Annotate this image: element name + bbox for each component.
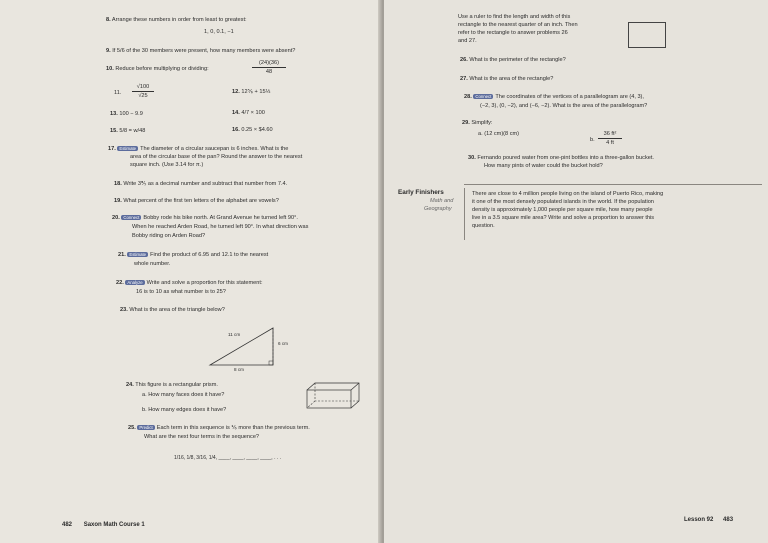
problem-10-text: Reduce before multiplying or dividing: [115, 66, 209, 72]
problem-number: 19. [114, 198, 122, 204]
right-triangle-figure [200, 325, 300, 375]
problem-number: 24. [126, 382, 134, 388]
problem-8-text: Arrange these numbers in order from least to greatest: [111, 17, 247, 23]
right-angle-marker [269, 361, 273, 365]
problem-number: 16. [232, 127, 240, 133]
problem-19-text: What percent of the first ten letters of the alphabet are vowels? [123, 198, 279, 204]
problem-16-expr: 0.25 × $4.60 [241, 127, 273, 133]
problem-30-line: How many pints of water could the bucket hold? [484, 163, 603, 169]
intro-line: and 27. [458, 38, 477, 44]
problem-29-part-b: b. [590, 137, 595, 143]
problem-29-part-a: a. (12 cm)(8 cm) [478, 131, 520, 137]
problem-17-line: area of the circular base of the pan? Round the answer to the nearest [130, 154, 303, 160]
problem-number: 23. [120, 307, 128, 313]
problem-15-expr: 5/8 = w/48 [119, 128, 146, 134]
problem-29-b-numerator: 36 ft² [598, 131, 622, 139]
problem-17-line: The diameter of a circular saucepan is 6 inches. What is the [140, 146, 289, 152]
problem-number: 13. [110, 111, 118, 117]
triangle-shape [210, 328, 273, 365]
problem-number: 10. [106, 66, 114, 72]
problem-number: 29. [462, 120, 470, 126]
problem-9-text: of the 30 members were present, how many members were absent? [126, 48, 296, 54]
problem-number: 12. [232, 89, 240, 95]
problem-22-line: 16 is to 10 as what number is to 25? [136, 289, 226, 295]
problem-21-line: whole number. [134, 261, 171, 267]
prism-hidden-edges [315, 383, 359, 401]
problem-28-line: (−2, 3), (0, −2), and (−6, −2). What is the area of the parallelogram? [480, 103, 648, 109]
left-page [0, 0, 382, 543]
problem-28-line: The coordinates of the vertices of a parallelogram are (4, 3), [495, 94, 644, 100]
problem-25-line: Each term in this sequence is ⅙ more than the previous term. [156, 425, 310, 431]
problem-29-b-denominator: 4 ft [606, 140, 614, 146]
page-number: 482 [62, 522, 73, 528]
problem-24-part-b: b. How many edges does it have? [142, 407, 227, 413]
intro-line: refer to the rectangle to answer problems 26 [458, 30, 568, 36]
problem-20-line: Bobby riding on Arden Road? [132, 233, 206, 239]
problem-number: 8. [106, 17, 111, 23]
intro-line: rectangle to the nearest quarter of an inch. Then [458, 22, 578, 28]
problem-10-denominator: 48 [265, 69, 273, 75]
prism-edge [351, 383, 359, 390]
problem-25-sequence: 1/16, 1/8, 3/16, 1/4, ____, ____, ____, ____, . . . [174, 455, 282, 461]
problem-23-text: What is the area of the triangle below? [129, 307, 225, 313]
problem-number: 14. [232, 110, 240, 116]
problem-24-part-a: a. How many faces does it have? [142, 392, 225, 398]
early-finishers-subtitle: Math and [430, 198, 454, 204]
problem-12-expr: 12⅚ + 15⅓ [241, 89, 271, 95]
problem-10-numerator: (24)(36) [252, 60, 286, 68]
problem-number: 28. [464, 94, 472, 100]
problem-27-text: What is the area of the rectangle? [469, 76, 554, 82]
problem-8-values: 1, 0, 0.1, −1 [204, 29, 234, 35]
problem-number: 20. [112, 215, 120, 221]
problem-9-fraction: 5/6 [116, 48, 125, 54]
prism-hidden-edge [307, 401, 315, 408]
problem-20-line: When he reached Arden Road, he turned left 90°. In what direction was [132, 224, 309, 230]
problem-25-line: What are the next four terms in the sequence? [144, 434, 260, 440]
early-finishers-line: density is approximately 1,000 people per square mile, how many people [472, 207, 653, 213]
analyze-tag: Analyze [127, 280, 143, 285]
triangle-base-label: 8 cm [234, 367, 244, 372]
early-finishers-line: question. [472, 223, 495, 229]
connect-tag: Connect [123, 215, 140, 220]
predict-tag: Predict [139, 425, 153, 430]
problem-29-text: Simplify: [471, 120, 493, 126]
problem-number: 27. [460, 76, 468, 82]
problem-number: 15. [110, 128, 118, 134]
problem-number: 17. [108, 146, 116, 152]
right-page [384, 0, 768, 543]
problem-9-pre: If [112, 48, 116, 54]
problem-30-line: Fernando poured water from one-pint bottles into a three-gallon bucket. [477, 155, 654, 161]
prism-front-face [307, 390, 351, 408]
early-finishers-line: There are close to 4 million people living on the island of Puerto Rico, making [472, 191, 664, 197]
lesson-label: Lesson 92 [684, 517, 714, 523]
problem-14-expr: 4/7 × 100 [241, 110, 265, 116]
triangle-hypotenuse-label: 11 cm [228, 332, 241, 337]
problem-21-line: Find the product of 6.95 and 12.1 to the nearest [150, 252, 269, 258]
problem-number: 22. [116, 280, 124, 286]
early-finishers-line: live in a 3.5 square mile area? Write and solve a proportion to answer this [472, 215, 655, 221]
problem-24-text: This figure is a rectangular prism. [135, 382, 218, 388]
early-finishers-title: Early Finishers [398, 189, 444, 196]
problem-18-text: Write 3⅗ as a decimal number and subtract that number from 7.4. [123, 181, 288, 187]
problem-number: 30. [468, 155, 476, 161]
problem-number: 9. [106, 48, 111, 54]
early-finishers-divider [464, 188, 465, 240]
early-finishers-subtitle: Geography [424, 206, 452, 212]
page-number: 483 [723, 517, 734, 523]
problem-number: 21. [118, 252, 126, 258]
problem-number: 11. [114, 90, 122, 96]
problem-number: 18. [114, 181, 122, 187]
estimate-tag: Estimate [119, 146, 137, 151]
triangle-height-label: 6 cm [278, 341, 288, 346]
problem-26-text: What is the perimeter of the rectangle? [469, 57, 566, 63]
estimate-tag: Estimate [129, 252, 147, 257]
early-finishers-rule [464, 184, 762, 185]
early-finishers-line: it one of the most densely populated islands in the world. If the population [472, 199, 654, 205]
problem-17-line: square inch. (Use 3.14 for π.) [130, 162, 204, 168]
problem-22-line: Write and solve a proportion for this statement: [146, 280, 263, 286]
problem-13-expr: 100 − 9.9 [119, 111, 143, 117]
intro-line: Use a ruler to find the length and width of this [458, 14, 571, 20]
connect-tag: Connect [475, 94, 492, 99]
measure-rectangle [628, 22, 666, 48]
problem-11-denominator: √25 [138, 93, 148, 99]
problem-20-line: Bobby rode his bike north. At Grand Avenue he turned left 90°. [143, 215, 298, 221]
problem-number: 26. [460, 57, 468, 63]
book-title: Saxon Math Course 1 [83, 522, 145, 528]
problem-number: 25. [128, 425, 136, 431]
problem-11-numerator: √100 [132, 84, 154, 92]
rectangular-prism-figure [305, 381, 363, 411]
